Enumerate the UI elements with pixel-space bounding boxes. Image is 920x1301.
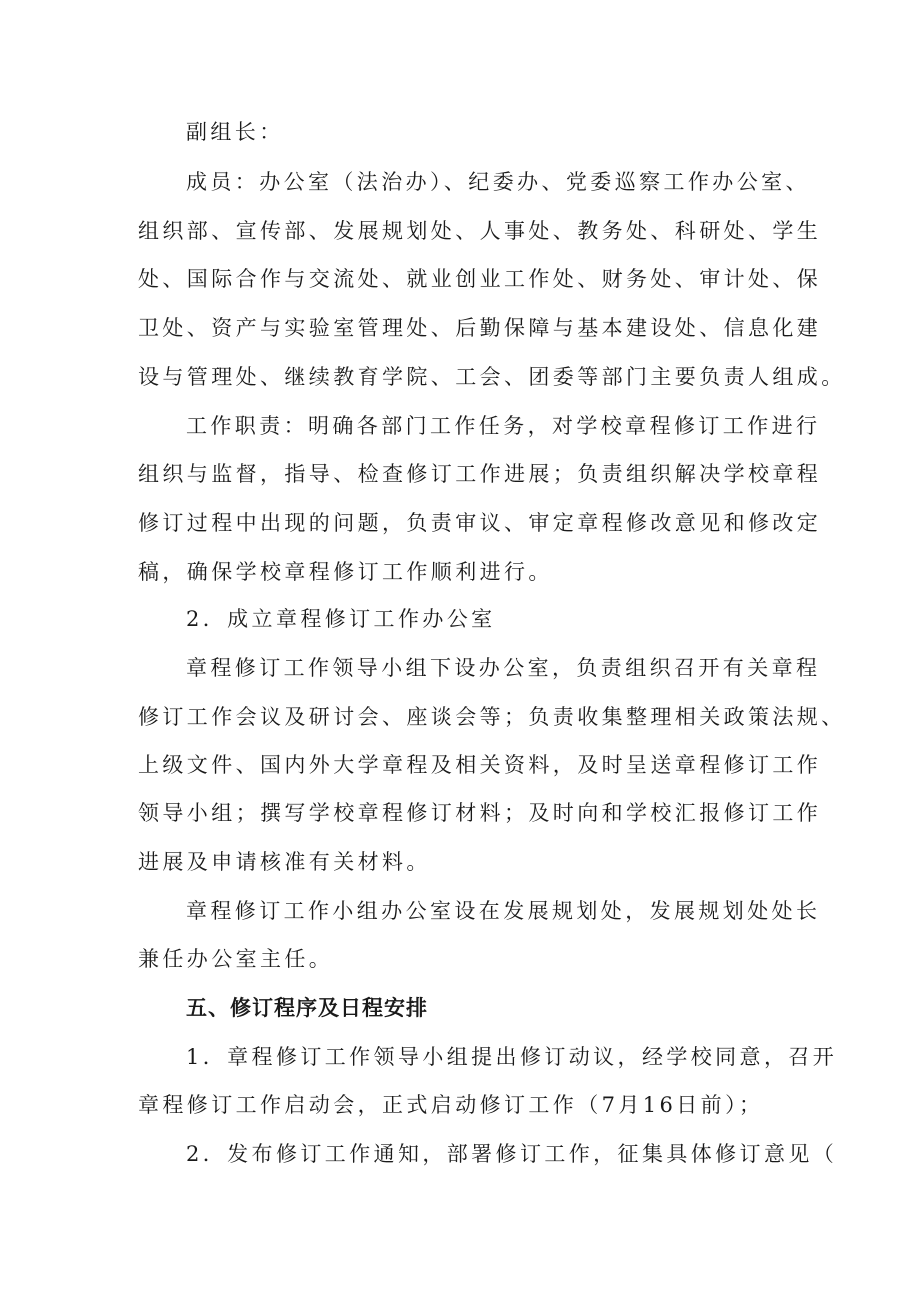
duties-paragraph-line-4: 稿，确保学校章程修订工作顺利进行。	[138, 560, 553, 584]
duties-paragraph-line-2: 组织与监督，指导、检查修订工作进展；负责组织解决学校章程	[138, 462, 822, 486]
duties-paragraph-line-3: 修订过程中出现的问题，负责审议、审定章程修改意见和修改定	[138, 511, 822, 535]
office-paragraph-line-3: 上级文件、国内外大学章程及相关资料，及时呈送章程修订工作	[138, 753, 822, 777]
section-5-heading: 五、修订程序及日程安排	[186, 996, 428, 1020]
director-paragraph-line-2: 兼任办公室主任。	[138, 947, 334, 971]
duties-paragraph-line-1: 工作职责：明确各部门工作任务，对学校章程修订工作进行	[186, 414, 821, 438]
members-paragraph-line-5: 设与管理处、继续教育学院、工会、团委等部门主要负责人组成。	[138, 365, 846, 389]
director-paragraph-line-1: 章程修订工作小组办公室设在发展规划处，发展规划处处长	[186, 899, 821, 923]
office-paragraph-line-1: 章程修订工作领导小组下设办公室，负责组织召开有关章程	[186, 656, 821, 680]
members-paragraph-line-4: 卫处、资产与实验室管理处、后勤保障与基本建设处、信息化建	[138, 316, 822, 340]
office-paragraph-line-2: 修订工作会议及研讨会、座谈会等；负责收集整理相关政策法规、	[138, 705, 846, 729]
office-paragraph-line-5: 进展及申请核准有关材料。	[138, 850, 431, 874]
procedure-2-line-1: 2．发布修订工作通知，部署修订工作，征集具体修订意见（	[186, 1142, 838, 1166]
vice-leader-label: 副组长：	[186, 120, 284, 144]
office-paragraph-line-4: 领导小组；撰写学校章程修订材料；及时向和学校汇报修订工作	[138, 801, 822, 825]
procedure-1-line-2: 章程修订工作启动会，正式启动修订工作（7月16日前）；	[138, 1093, 764, 1117]
section-2-title: 2．成立章程修订工作办公室	[186, 607, 496, 631]
members-paragraph-line-2: 组织部、宣传部、发展规划处、人事处、教务处、科研处、学生	[138, 219, 822, 243]
procedure-1-line-1: 1．章程修订工作领导小组提出修订动议，经学校同意，召开	[186, 1045, 838, 1069]
members-paragraph-line-1: 成员：办公室（法治办）、纪委办、党委巡察工作办公室、	[186, 170, 810, 194]
members-paragraph-line-3: 处、国际合作与交流处、就业创业工作处、财务处、审计处、保	[138, 267, 822, 291]
